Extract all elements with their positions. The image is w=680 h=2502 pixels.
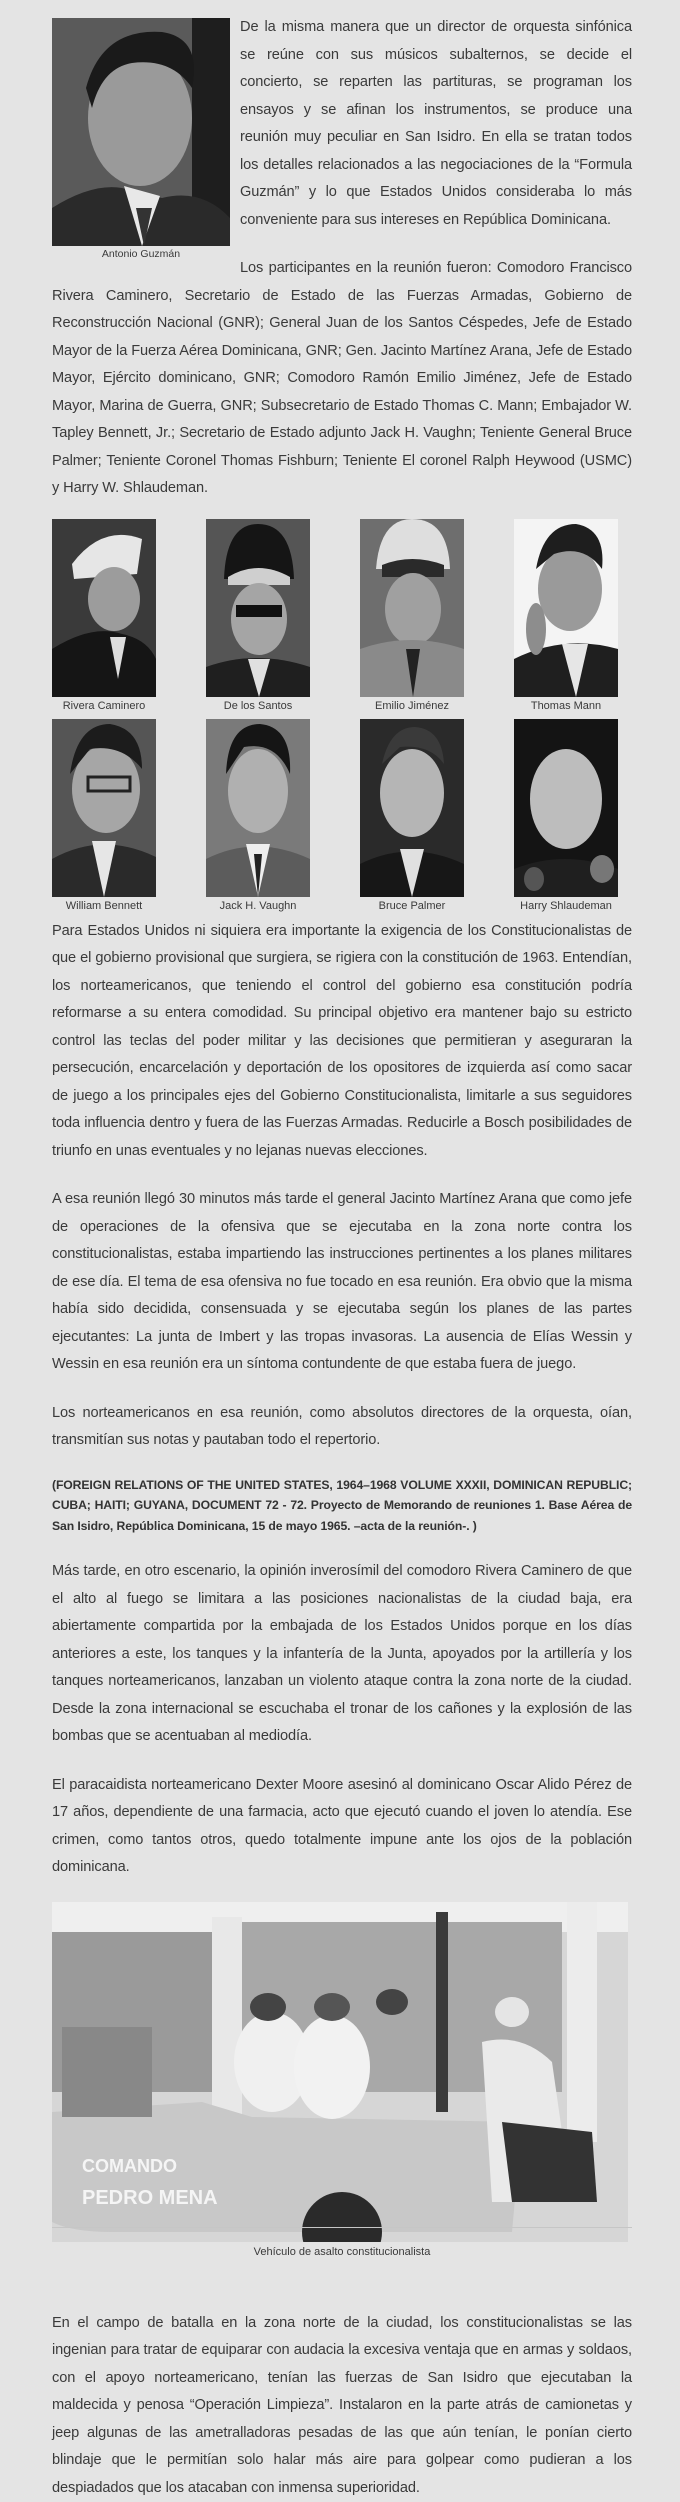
paragraph: De la misma manera que un director de orquesta sinfónica se reúne con sus músicos subalternos, se decide el concierto, se reparten las partituras, se programan los ensayos y se afinan los instrumentos, se produce una reunión muy peculiar en San Isidro. En ella se tratan todos los detalles relacionados a las negociaciones de la “Formula Guzmán” y lo que Estados Unidos consideraba lo más conveniente para sus intereses en República Dominicana. (52, 14, 632, 234)
lead-figure (52, 18, 230, 261)
portrait-caption: Emilio Jiménez (360, 698, 464, 714)
portrait-caption: William Bennett (52, 898, 156, 914)
portrait-bruce-palmer (360, 719, 464, 914)
paragraph: Los norteamericanos en esa reunión, como absolutos directores de la orquesta, oían, transmitían sus notas y pautaban todo el repertorio. (52, 1400, 632, 1455)
portrait-photo (52, 519, 156, 697)
portrait-caption: De los Santos (206, 698, 310, 714)
portrait-de-los-santos (206, 519, 310, 714)
figure-caption: Vehículo de asalto constitucionalista (52, 2244, 632, 2260)
portrait-photo (52, 719, 156, 897)
figure-caption: Antonio Guzmán (52, 247, 230, 261)
portrait-rivera-caminero (52, 519, 156, 714)
portrait-caption: Bruce Palmer (360, 898, 464, 914)
portrait-caption: Rivera Caminero (52, 698, 156, 714)
portrait-caption: Jack H. Vaughn (206, 898, 310, 914)
paragraph: Más tarde, en otro escenario, la opinión inverosímil del comodoro Rivera Caminero de que el alto al fuego se limitara a las posiciones nacionalistas de la ciudad baja, era abiertamente compartida por la embajada de los Estados Unidos porque en los días anteriores a este, los tanques y la infantería de la Junta, apoyados por la artillería y los tanques norteamericanos, lanzaban un violento ataque contra la zona norte de la ciudad. Desde la zona internacional se escuchaba el tronar de los cañones y la explosión de las bombas que se acentuaban al mediodía. (52, 1558, 632, 1751)
paragraph: Los participantes en la reunión fueron: Comodoro Francisco Rivera Caminero, Secretario de Estado de las Fuerzas Armadas, Gobierno de Reconstrucción Nacional (GNR); General Juan de los Santos Céspedes, Jefe de Estado Mayor de la Fuerza Aérea Dominicana, GNR; Gen. Jacinto Martínez Arana, Jefe de Estado Mayor, Ejército dominicano, GNR; Comodoro Ramón Emilio Jiménez, Jefe de Estado Mayor, Marina de Guerra, GNR; Subsecretario de Estado Thomas C. Mann; Embajador W. Tapley Bennett, Jr.; Secretario de Estado adjunto Jack H. Vaughn; Teniente General Bruce Palmer; Teniente Coronel Thomas Fishburn; Teniente El coronel Ralph Heywood (USMC) y Harry W. Shlaudeman. (52, 255, 632, 503)
vehicle-text: PEDRO MENA (82, 2187, 218, 2209)
citation: (FOREIGN RELATIONS OF THE UNITED STATES, 1964–1968 VOLUME XXXII, DOMINICAN REPUBLIC; CUBA; HAITI; GUYANA, DOCUMENT 72 - 72. Proyecto de Memorando de reuniones 1. Base Aérea de San Isidro, República Dominicana, 15 de mayo 1965. –acta de la reunión-. ) (52, 1475, 632, 1537)
divider (52, 2227, 632, 2228)
antonio-guzman-photo (52, 18, 230, 246)
portrait-william-bennett (52, 719, 156, 914)
article-body (52, 14, 632, 2502)
paragraph: En el campo de batalla en la zona norte de la ciudad, los constitucionalistas se las ingenian para tratar de equiparar con audacia la excesiva ventaja que en armas y soldaos, con el apoyo norteamericano, tenían las fuerzas de San Isidro que ejecutaban la maldecida y penosa “Operación Limpieza”. Instalaron en la parte atrás de camionetas y jeep algunas de las ametralladoras pesadas de las que aún tenían, le ponían cierto blindaje que le permitían solo halar más aire para golpear como pudieran a los despiadados que los atacaban con inmensa superioridad. (52, 2310, 632, 2502)
portrait-caption: Harry Shlaudeman (514, 898, 618, 914)
portrait-photo (514, 519, 618, 697)
portrait-photo (514, 719, 618, 897)
portrait-caption: Thomas Mann (514, 698, 618, 714)
portrait-thomas-mann (514, 519, 618, 714)
portrait-emilio-jimenez (360, 519, 464, 714)
portrait-grid (52, 503, 632, 914)
vehicle-text: COMANDO (82, 2156, 177, 2176)
paragraph: Para Estados Unidos ni siquiera era importante la exigencia de los Constitucionalistas de que el gobierno provisional que surgiera, se rigiera con la constitución de 1963. Entendían, los norteamericanos, que teniendo el control del gobierno esa constitución podría reformarse a su entera comodidad. Su principal objetivo era mantener bajo su estricto control las teclas del poder militar y las decisiones que permitieran y aseguraran la persecución, encarcelación y deportación de los opositores de izquierda así como sacar de juego a los principales ejes del Gobierno Constitucionalista, limitarle a sus seguidores toda influencia dentro y fuera de las Fuerzas Armadas. Reducirle a Bosch posibilidades de triunfo en unas eventuales y no lejanas nuevas elecciones. (52, 918, 632, 1166)
paragraph: El paracaidista norteamericano Dexter Moore asesinó al dominicano Oscar Alido Pérez de 17 años, dependiente de una farmacia, acto que ejecutó cuando el joven lo atendía. Ese crimen, como tantos otros, quedo totalmente impune ante los ojos de la población dominicana. (52, 1772, 632, 1882)
portrait-photo (206, 719, 310, 897)
paragraph: A esa reunión llegó 30 minutos más tarde el general Jacinto Martínez Arana que como jefe de operaciones de la ofensiva que se ejecutaba en la zona norte contra los constitucionalistas, estaba impartiendo las instrucciones pertinentes a los planes militares de ese día. El tema de esa ofensiva no fue tocado en esa reunión. Era obvio que la misma había sido decidida, consensuada y se ejecutaba según los planes de las partes ejecutantes: La junta de Imbert y las tropas invasoras. La ausencia de Elías Wessin y Wessin en esa reunión era un síntoma contundente de que estaba fuera de juego. (52, 1186, 632, 1379)
portrait-jack-vaughn (206, 719, 310, 914)
assault-vehicle-photo (52, 1902, 628, 2242)
portrait-photo (360, 719, 464, 897)
portrait-photo (360, 519, 464, 697)
big-figure (52, 1902, 632, 2260)
portrait-harry-shlaudeman (514, 719, 618, 914)
portrait-photo (206, 519, 310, 697)
